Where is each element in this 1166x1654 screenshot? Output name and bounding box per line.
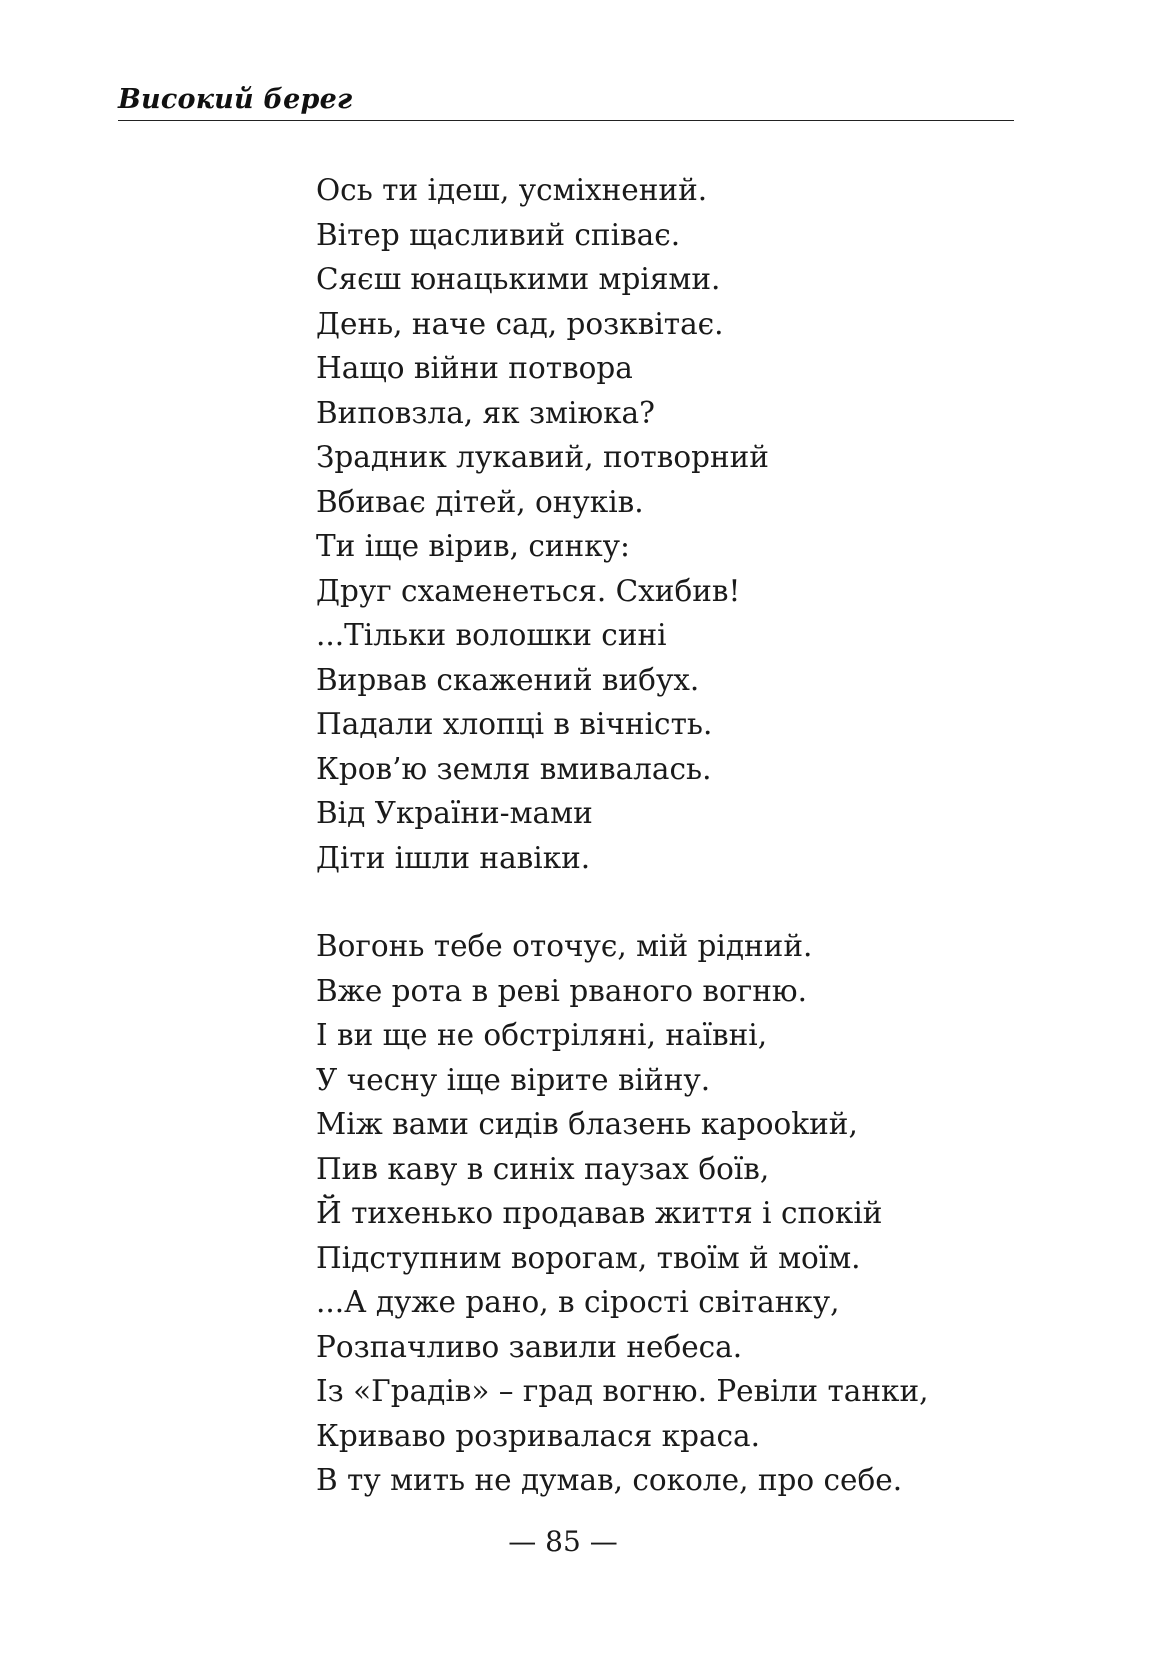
poem-line: Від України-мами: [316, 796, 593, 830]
poem-line: Вирвав скажений вибух.: [316, 662, 700, 697]
poem-line: Підступним ворогам, твоїм й моїм.: [316, 1240, 861, 1275]
stanza-1: [316, 168, 1116, 880]
poem-line: ...А дуже рано, в сірості світанку,: [316, 1285, 840, 1319]
header-divider: [118, 120, 1014, 121]
poem-line: Сяєш юнацькими мріями.: [316, 262, 721, 296]
poem-line: Пив каву в синіх паузах боїв,: [316, 1151, 770, 1186]
poem-body: [316, 168, 1116, 1503]
poem-line: Вже рота в реві рваного вогню.: [316, 973, 807, 1008]
poem-line: День, наче сад, розквітає.: [316, 306, 724, 341]
poem-line: Діти ішли навіки.: [316, 840, 591, 875]
poem-line: Із «Градів» – град вогню. Ревіли танки,: [316, 1374, 929, 1408]
poem-line: Зрадник лукавий, потворний: [316, 440, 769, 474]
running-header-title: Високий берег: [118, 84, 353, 115]
poem-line: Й тихенько продавав життя і спокій: [316, 1196, 883, 1230]
stanza-2: [316, 924, 1116, 1503]
poem-line: Друг схаменеться. Схибив!: [316, 573, 741, 608]
poem-line: Виповзла, як зміюка?: [316, 395, 655, 430]
poem-line: Вбиває дітей, онуків.: [316, 484, 644, 519]
poem-line: Кров’ю земля вмивалась.: [316, 751, 712, 786]
poem-line: Розпачливо завили небеса.: [316, 1329, 743, 1364]
poem-line: Вітер щасливий співає.: [316, 217, 681, 252]
poem-line: В ту мить не думав, соколе, про себе.: [316, 1463, 903, 1497]
poem-line: У чесну іще вірите війну.: [316, 1062, 711, 1097]
poem-line: І ви ще не обстріляні, наївні,: [316, 1018, 768, 1052]
poem-line: Криваво розривалася краса.: [316, 1418, 761, 1453]
page-number: — 85 —: [508, 1525, 618, 1558]
page-number-footer: [0, 1525, 1166, 1558]
poem-line: Між вами сидів блазень карookий,: [316, 1107, 858, 1141]
poem-line: ...Тільки волошки сині: [316, 618, 667, 652]
poem-line: Вогонь тебе оточує, мій рідний.: [316, 929, 813, 963]
poem-line: Ось ти ідеш, усміхнений.: [316, 173, 708, 207]
poem-line: Ти іще вірив, синку:: [316, 529, 630, 563]
poem-line: Падали хлопці в вічність.: [316, 707, 713, 741]
poem-line: Нащо війни потвора: [316, 351, 633, 385]
